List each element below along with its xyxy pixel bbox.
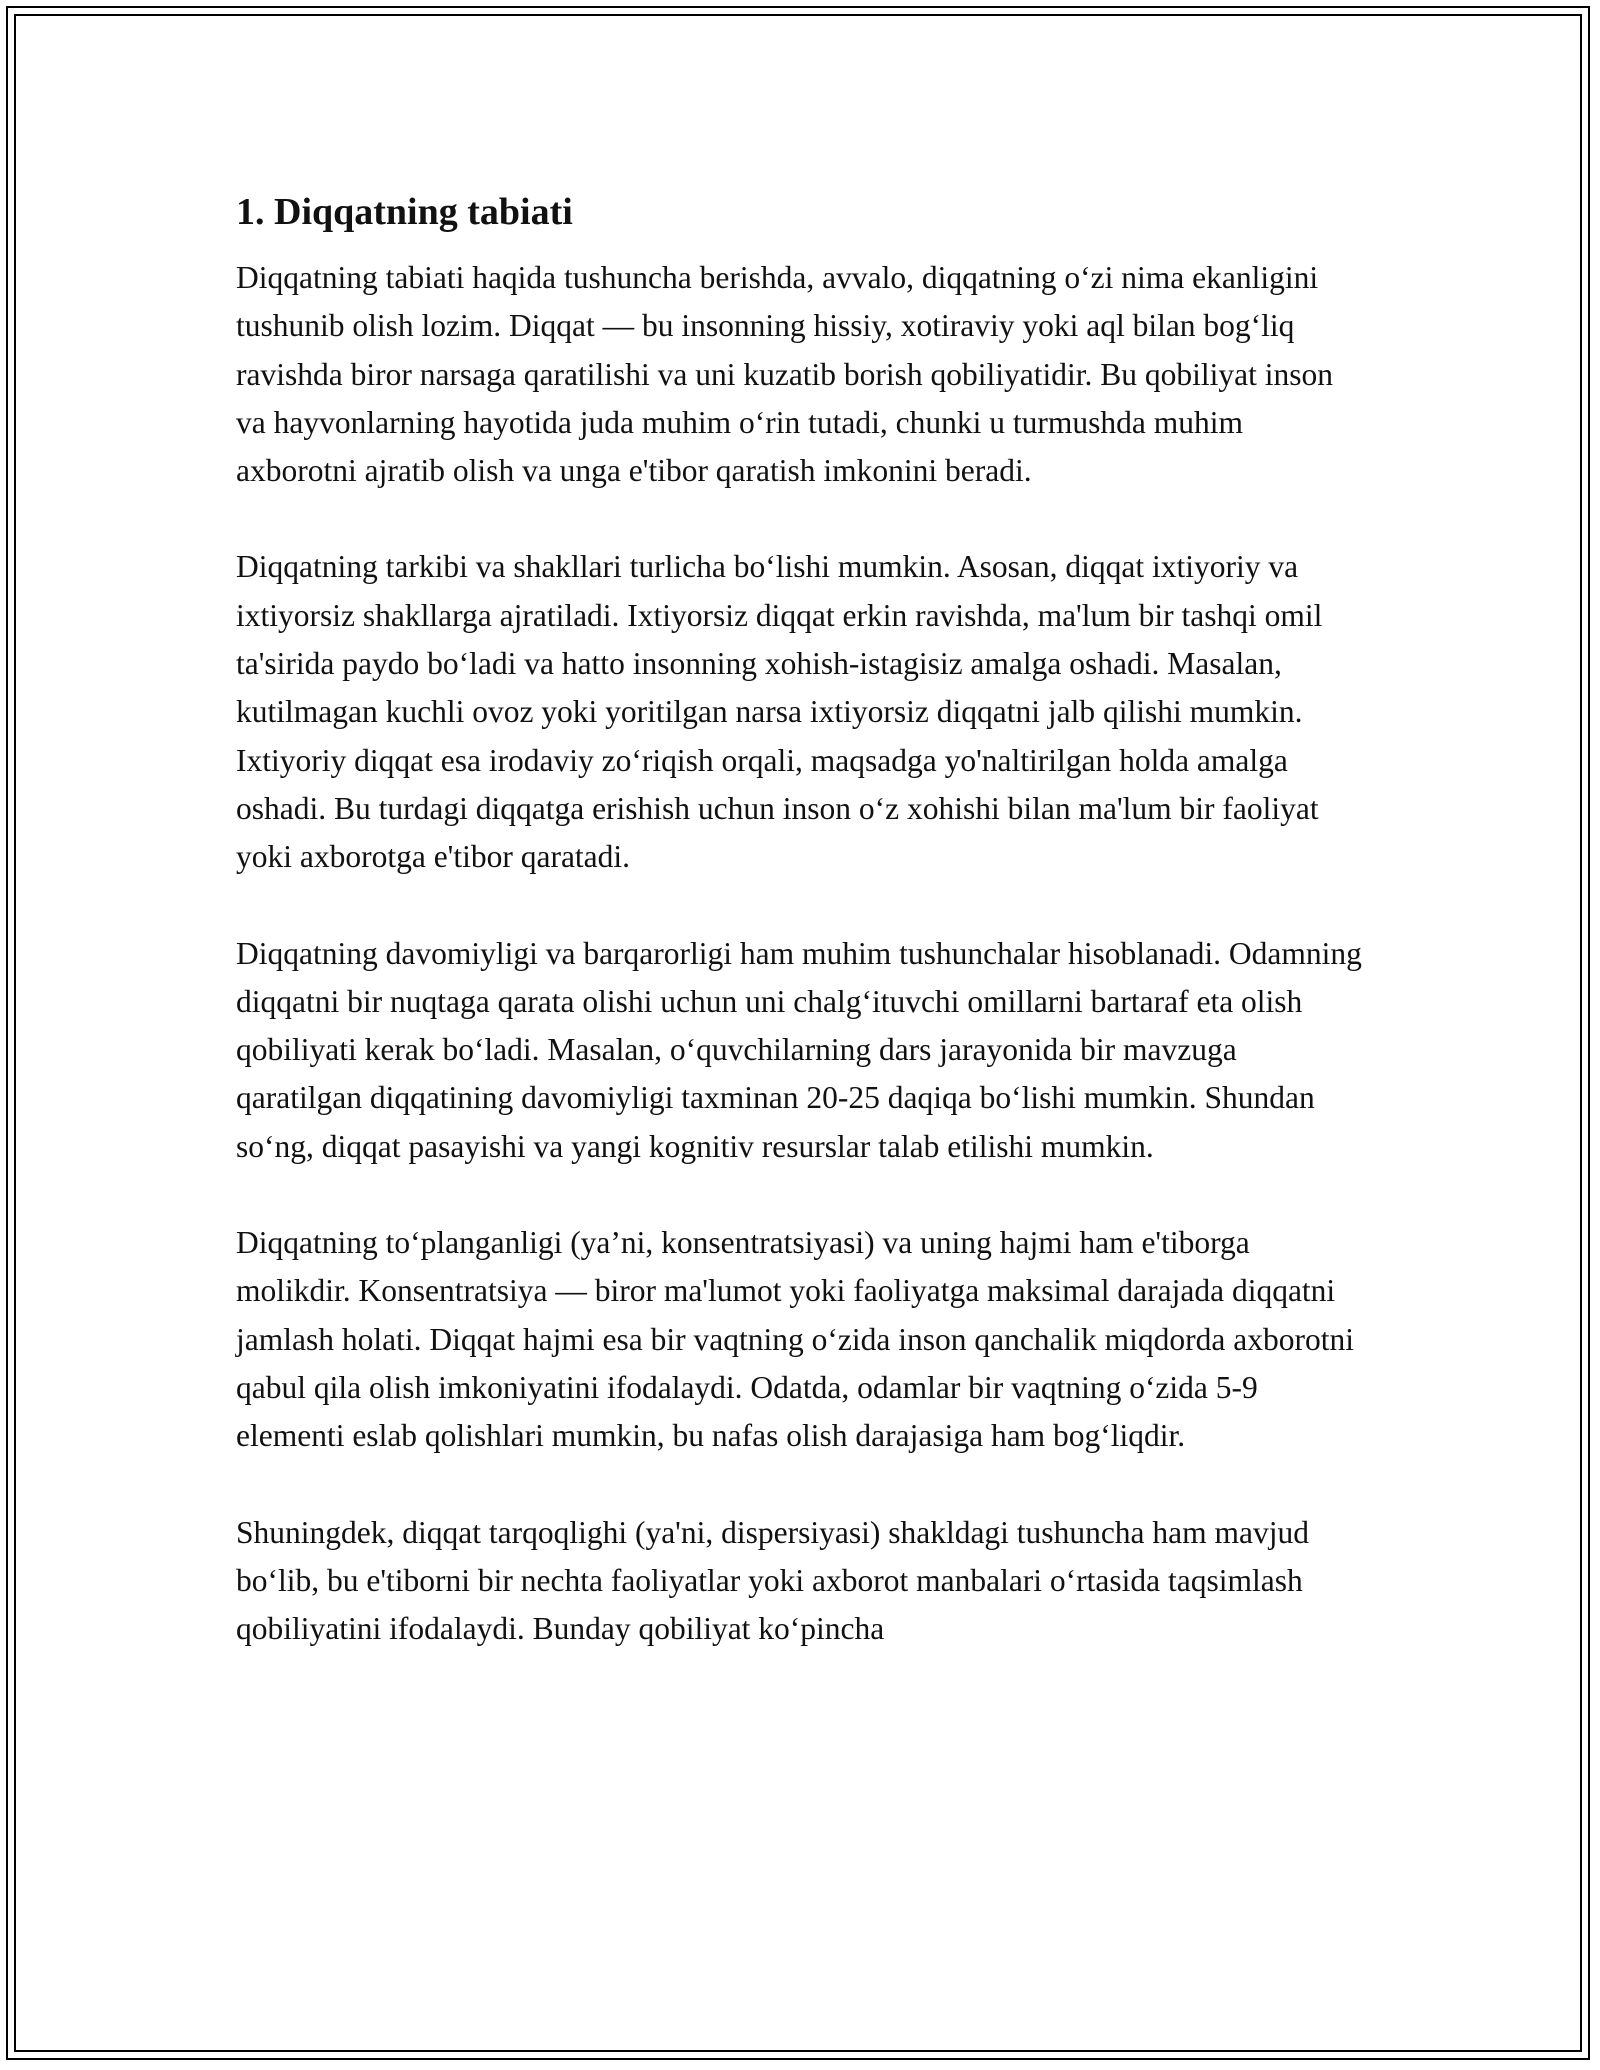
paragraph-4: Diqqatning to‘planganligi (ya’ni, konsentratsiyasi) va uning hajmi ham e'tiborga molikdir. Konsentratsiya — biror ma'lumot yoki faoliyatga maksimal darajada diqqatni jamlash holati. Diqqat hajmi esa bir vaqtning o‘zida inson qanchalik miqdorda axborotni qabul qila olish imkoniyatini ifodalaydi. Odatda, odamlar bir vaqtning o‘zida 5-9 elementi eslab qolishlari mumkin, bu nafas olish darajasiga ham bog‘liqdir. [236,1225,1354,1454]
paragraph-2: Diqqatning tarkibi va shakllari turlicha bo‘lishi mumkin. Asosan, diqqat ixtiyoriy va ixtiyorsiz shakllarga ajratiladi. Ixtiyorsiz diqqat erkin ravishda, ma'lum bir tashqi omil ta'sirida paydo bo‘ladi va hatto insonning xohish-istagisiz amalga oshadi. Masalan, kutilmagan kuchli ovoz yoki yoritilgan narsa ixtiyorsiz diqqatni jalb qilishi mumkin. Ixtiyoriy diqqat esa irodaviy zo‘riqish orqali, maqsadga yo'naltirilgan holda amalga oshadi. Bu turdagi diqqatga erishish uchun inson o‘z xohishi bilan ma'lum bir faoliyat yoki axborotga e'tibor qaratadi. [236,549,1323,875]
document-body [236,184,1366,1701]
paragraph-3: Diqqatning davomiyligi va barqarorligi ham muhim tushunchalar hisoblanadi. Odamning diqqatni bir nuqtaga qarata olishi uchun uni chalg‘ituvchi omillarni bartaraf eta olish qobiliyati kerak bo‘ladi. Masalan, o‘quvchilarning dars jarayonida bir mavzuga qaratilgan diqqatining davomiyligi taxminan 20-25 daqiqa bo‘lishi mumkin. Shundan so‘ng, diqqat pasayishi va yangi kognitiv resurslar talab etilishi mumkin. [236,935,1362,1164]
section-heading: 1. Diqqatning tabiati [236,191,573,233]
paragraph-5: Shuningdek, diqqat tarqoqlighi (ya'ni, dispersiyasi) shakldagi tushuncha ham mavjud bo‘lib, bu e'tiborni bir nechta faoliyatlar yoki axborot manbalari o‘rtasida taqsimlash qobiliyatini ifodalaydi. Bunday qobiliyat ko‘pincha [236,1514,1309,1647]
paragraph-1: Diqqatning tabiati haqida tushuncha berishda, avvalo, diqqatning o‘zi nima ekanligini tushunib olish lozim. Diqqat — bu insonning hissiy, xotiraviy yoki aql bilan bog‘liq ravishda biror narsaga qaratilishi va uni kuzatib borish qobiliyatidir. Bu qobiliyat inson va hayvonlarning hayotida juda muhim o‘rin tutadi, chunki u turmushda muhim axborotni ajratib olish va unga e'tibor qaratish imkonini beradi. [236,260,1334,489]
